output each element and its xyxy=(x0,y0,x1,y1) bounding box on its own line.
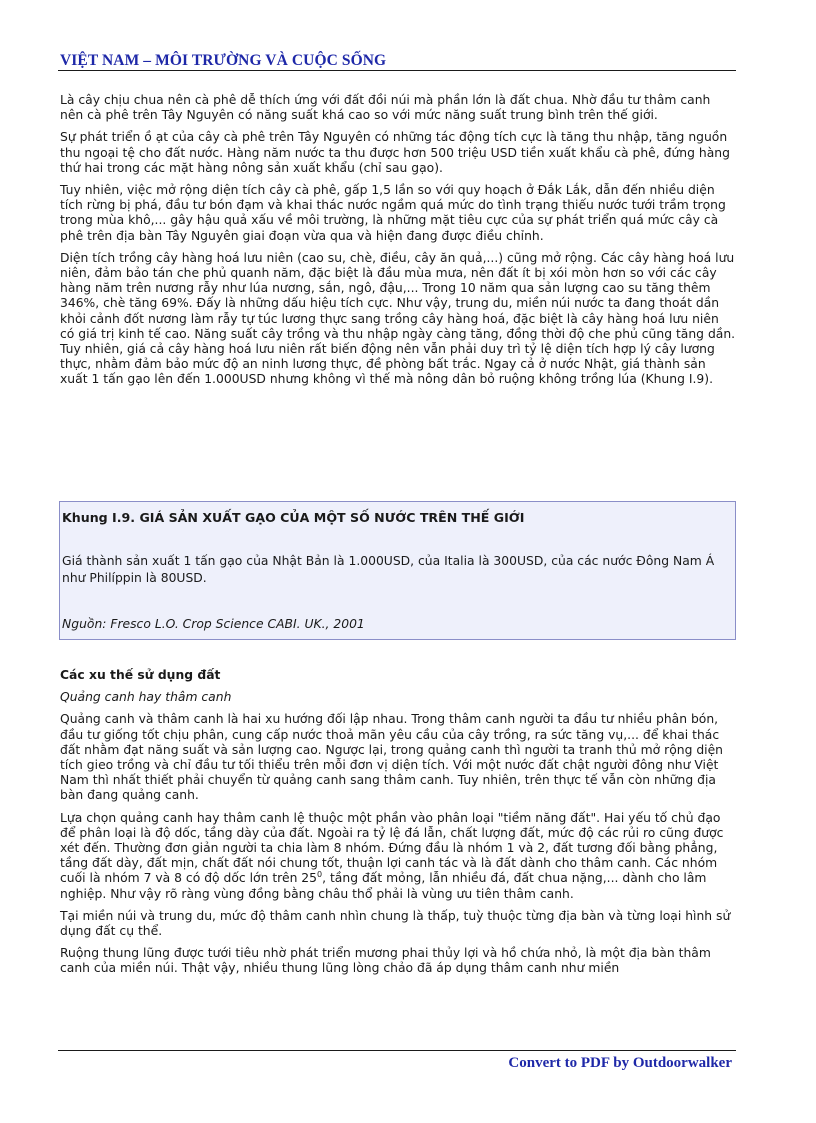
paragraph: Tại miền núi và trung du, mức độ thâm canh nhìn chung là thấp, tuỳ thuộc từng địa bàn và từng loại hình sử dụng đất cụ thể. xyxy=(60,908,731,939)
box-title: Khung I.9. GIÁ SẢN XUẤT GẠO CỦA MỘT SỐ NƯỚC TRÊN THẾ GIỚI xyxy=(62,510,525,525)
info-box xyxy=(59,501,736,640)
paragraph: Tuy nhiên, việc mở rộng diện tích cây cà phê, gấp 1,5 lần so với quy hoạch ở Đắk Lắk, dẫn đến nhiều diện tích rừng bị phá, đầu tư bón đạm và khai thác nước ngầm quá mức do tình trạng thiếu nước tưới trầm trọng trong mùa khô,... gây hậu quả xấu về môi trường, là những mặt tiêu cực của sự phát triển quá mức cây cà phê trên địa bàn Tây Nguyên giai đoạn vừa qua và hiện đang được điều chỉnh. xyxy=(60,183,726,243)
footer-rule xyxy=(58,1050,736,1051)
section-heading: Các xu thế sử dụng đất xyxy=(60,668,221,682)
paragraph xyxy=(60,811,736,902)
paragraph-text: , tầng đất mỏng, lẫn nhiều đá, đất chua nặng,... dành cho lâm nghiệp. Như vậy rõ ràng vùng đồng bằng châu thổ phải là vùng ưu tiên thâm canh. xyxy=(60,871,707,901)
header-rule xyxy=(58,70,736,71)
paragraph: Sự phát triển ồ ạt của cây cà phê trên Tây Nguyên có những tác động tích cực là tăng thu nhập, tăng nguồn thu ngoại tệ cho đất nước. Hàng năm nước ta thu được hơn 500 triệu USD tiền xuất khẩu cà phê, đứng hàng thứ hai trong các mặt hàng nông sản xuất khẩu (chỉ sau gạo). xyxy=(60,130,730,175)
footer-credit: Convert to PDF by Outdoorwalker xyxy=(508,1055,732,1071)
paragraph: Diện tích trồng cây hàng hoá lưu niên (cao su, chè, điều, cây ăn quả,...) cũng mở rộng. Các cây hàng hoá lưu niên, đảm bảo tán che phủ quanh năm, đặc biệt là đầu mùa mưa, nên đất ít bị xói mòn hơn so với các cây hàng năm trên nương rẫy như lúa nương, sắn, ngô, đậu,... Trong 10 năm qua sản lượng cao su tăng thêm 346%, chè tăng 69%. Đấy là những dấu hiệu tích cực. Như vậy, trung du, miền núi nước ta đang thoát dần khỏi cảnh đốt nương làm rẫy tự túc lương thực sang trồng cây hàng hoá, đặc biệt là cây hàng hoá lưu niên có giá trị kinh tế cao. Năng suất cây trồng và thu nhập ngày càng tăng, đồng thời độ che phủ cũng tăng dần. Tuy nhiên, giá cả cây hàng hoá lưu niên rất biến động nên vẫn phải duy trì tỷ lệ diện tích hợp lý cây lương thực, nhằm đảm bảo mức độ an ninh lương thực, đề phòng bất trắc. Ngay cả ở nước Nhật, giá thành sản xuất 1 tấn gạo lên đến 1.000USD nhưng không vì thế mà nông dân bỏ ruộng không trồng lúa (Khung I.9). xyxy=(60,250,736,387)
paragraph: Là cây chịu chua nên cà phê dễ thích ứng với đất đồi núi mà phần lớn là đất chua. Nhờ đầu tư thâm canh nên cà phê trên Tây Nguyên có năng suất khá cao so với mức năng suất trung bình trên thế giới. xyxy=(60,93,711,123)
paragraph: Quảng canh và thâm canh là hai xu hướng đối lập nhau. Trong thâm canh người ta đầu tư nhiều phân bón, đầu tư giống tốt chịu phân, cung cấp nước thoả mãn yêu cầu của cây trồng, ra sức tăng vụ,... để khai thác đất nhằm đạt năng suất và sản lượng cao. Ngược lại, trong quảng canh thì người ta tranh thủ mở rộng diện tích gieo trồng và chỉ đầu tư tối thiểu trên mỗi đơn vị diện tích. Với một nước đất chật người đông như Việt Nam thì nhất thiết phải chuyển từ quảng canh sang thâm canh. Tuy nhiên, trên thực tế vẫn còn những địa bàn đang quảng canh. xyxy=(60,712,724,803)
degree-superscript: 0 xyxy=(317,870,323,880)
section-subheading: Quảng canh hay thâm canh xyxy=(60,690,232,705)
box-body: Giá thành sản xuất 1 tấn gạo của Nhật Bản là 1.000USD, của Italia là 300USD, của các nước Đông Nam Á như Philíppin là 80USD. xyxy=(62,554,715,585)
box-source: Nguồn: Fresco L.O. Crop Science CABI. UK., 2001 xyxy=(62,617,365,631)
body-text-bottom xyxy=(60,668,736,984)
paragraph-text: Lựa chọn quảng canh hay thâm canh lệ thuộc một phần vào phân loại "tiềm năng đất". Hai yếu tố chủ đạo để phân loại là độ dốc, tầng dày của đất. Ngoài ra tỷ lệ đá lẫn, chất lượng đất, mức độ các rủi ro cũng được xét đến. Thường đơn giản người ta chia làm 8 nhóm. Đứng đầu là nhóm 1 và 2, đất tương đối bằng phẳng, tầng đất dày, đất mịn, chất đất nói chung tốt, thuận lợi canh tác và là đất dành cho thâm canh. Các nhóm cuối là nhóm 7 và 8 có độ dốc lớn trên 25 xyxy=(60,810,724,886)
running-header: VIỆT NAM – MÔI TRƯỜNG VÀ CUỘC SỐNG xyxy=(60,52,387,69)
paragraph: Ruộng thung lũng được tưới tiêu nhờ phát triển mương phai thủy lợi và hồ chứa nhỏ, là một địa bàn thâm canh của miền núi. Thật vậy, nhiều thung lũng lòng chảo đã áp dụng thâm canh như miền xyxy=(60,946,711,976)
body-text-top xyxy=(60,93,736,395)
